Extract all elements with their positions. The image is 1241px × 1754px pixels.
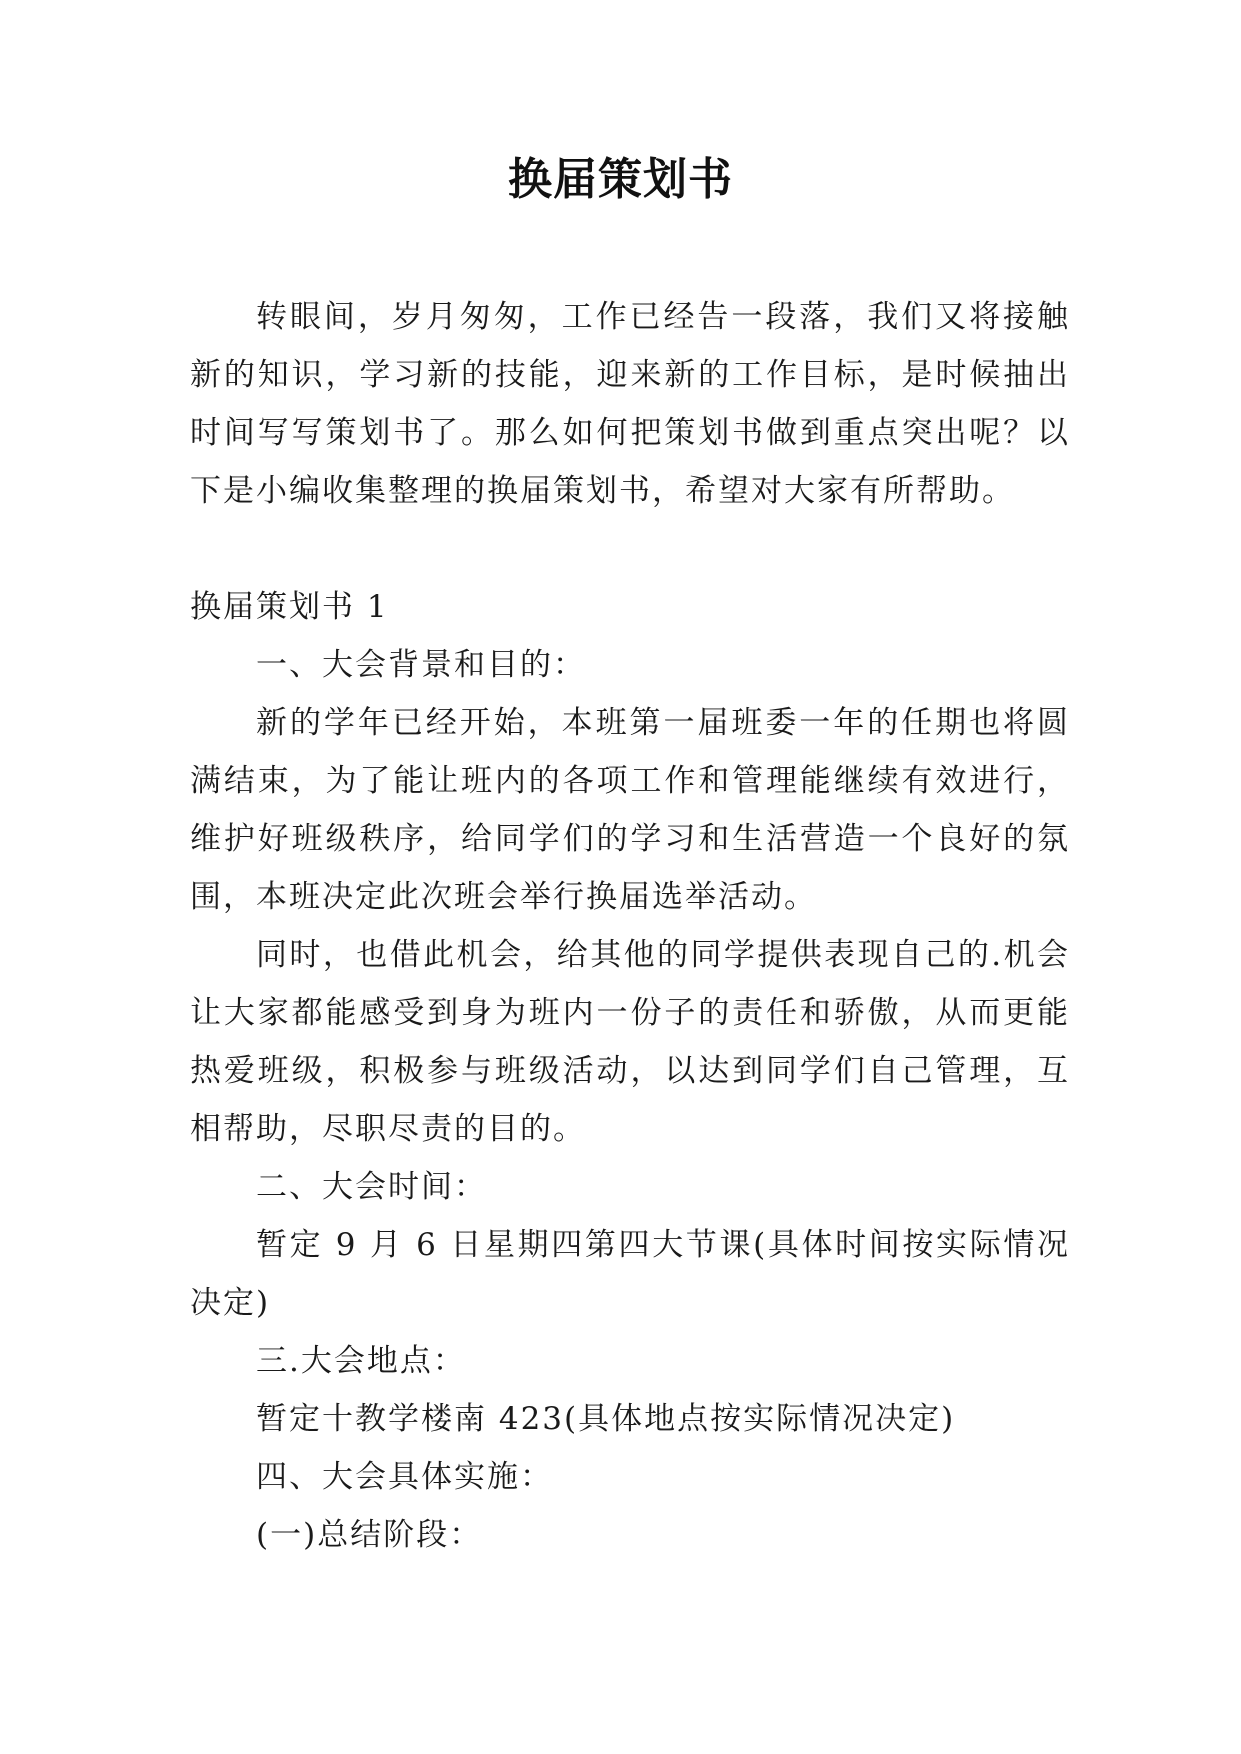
heading-background-purpose: 一、大会背景和目的： — [256, 647, 586, 683]
section-heading: 换届策划书 1 — [190, 589, 389, 625]
paragraph-background: 新的学年已经开始，本班第一届班委一年的任期也将圆满结束，为了能让班内的各项工作和管理能继续有效进行，维护好班级秩序，给同学们的学习和生活营造一个良好的氛围，本班决定此次班会举行换届选举活动。 — [190, 705, 1070, 915]
paragraph-meeting-location: 暂定十教学楼南 423(具体地点按实际情况决定) — [256, 1401, 956, 1437]
heading-meeting-location: 三.大会地点： — [256, 1343, 466, 1379]
paragraph-meeting-time: 暂定 9 月 6 日星期四第四大节课(具体时间按实际情况决定) — [190, 1227, 1070, 1321]
document-title: 换届策划书 — [508, 154, 733, 205]
document-body — [190, 288, 1070, 1564]
heading-summary-stage: (一)总结阶段： — [256, 1517, 483, 1553]
paragraph-purpose: 同时，也借此机会，给其他的同学提供表现自己的.机会让大家都能感受到身为班内一份子的责任和骄傲，从而更能热爱班级，积极参与班级活动，以达到同学们自己管理，互相帮助，尽职尽责的目的。 — [190, 937, 1070, 1147]
heading-meeting-time: 二、大会时间： — [256, 1169, 487, 1205]
intro-paragraph: 转眼间，岁月匆匆，工作已经告一段落，我们又将接触新的知识，学习新的技能，迎来新的工作目标，是时候抽出时间写写策划书了。那么如何把策划书做到重点突出呢？以下是小编收集整理的换届策划书，希望对大家有所帮助。 — [190, 299, 1070, 509]
heading-implementation: 四、大会具体实施： — [256, 1459, 553, 1495]
